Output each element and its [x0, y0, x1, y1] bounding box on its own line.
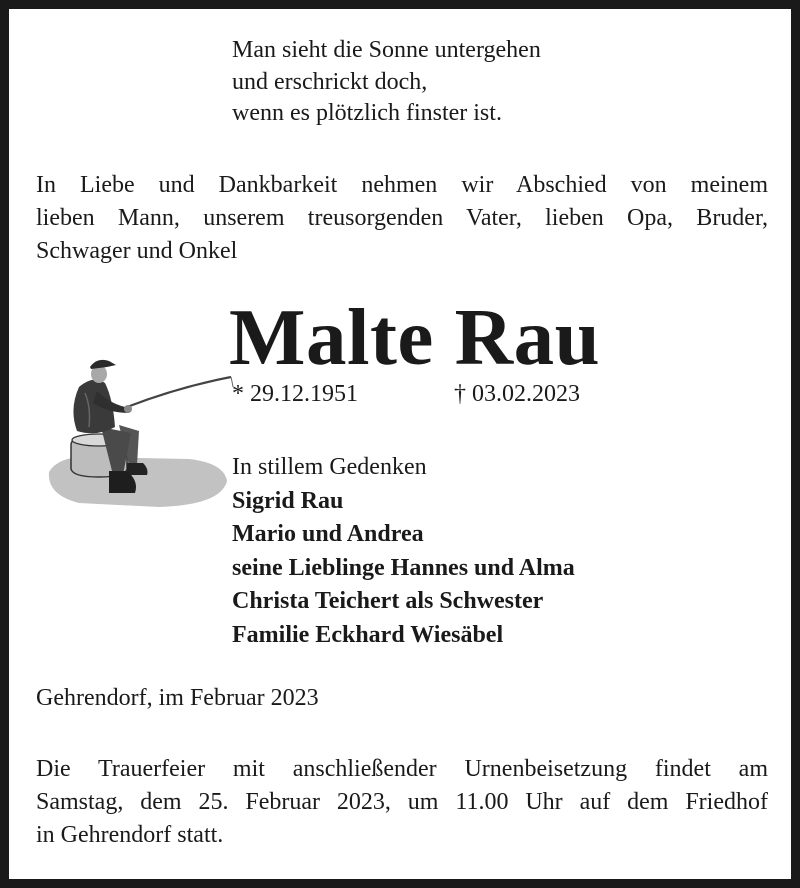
fisherman-icon [39, 347, 234, 509]
mourner-name: Mario und Andrea [232, 521, 424, 547]
service-line: Samstag, dem 25. Februar 2023, um 11.00 Uhr auf dem Friedhof [36, 789, 768, 815]
poem-line: und erschrickt doch, [232, 68, 428, 95]
mourner-name: Christa Teichert als Schwester [232, 588, 544, 614]
poem-line: wenn es plötzlich finster ist. [232, 100, 502, 126]
mourners-list [232, 451, 575, 652]
mourner-name: seine Lieblinge Hannes und Alma [232, 554, 575, 581]
deceased-name: Malte Rau [229, 292, 601, 382]
intro-line: lieben Mann, unserem treusorgenden Vater, lieben Opa, Bruder, [36, 205, 768, 231]
intro-text [36, 169, 768, 268]
poem-line: Man sieht die Sonne untergehen [232, 37, 541, 63]
birth-date: * 29.12.1951 [232, 381, 358, 407]
place-date: Gehrendorf, im Februar 2023 [36, 685, 319, 711]
service-line: in Gehrendorf statt. [36, 822, 224, 848]
death-date: † 03.02.2023 [454, 381, 580, 407]
poem [232, 35, 541, 130]
mourner-name: Sigrid Rau [232, 487, 344, 514]
intro-line: In Liebe und Dankbarkeit nehmen wir Abschied von meinem [36, 172, 768, 198]
service-info [36, 753, 768, 852]
intro-line: Schwager und Onkel [36, 238, 238, 264]
mourners-heading: In stillem Gedenken [232, 454, 427, 480]
service-line: Die Trauerfeier mit anschließender Urnenbeisetzung findet am [36, 756, 768, 782]
mourner-name: Familie Eckhard Wiesäbel [232, 621, 504, 648]
